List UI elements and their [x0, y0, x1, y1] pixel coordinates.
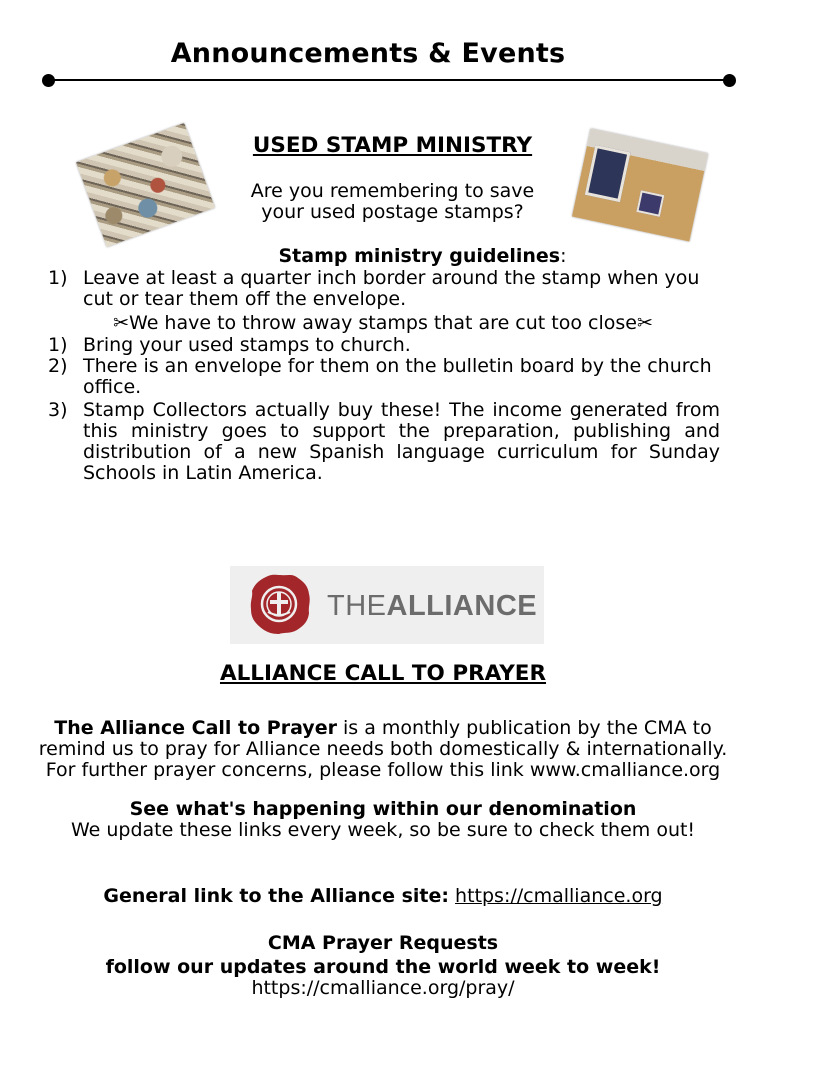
- call-to-prayer-heading: ALLIANCE CALL TO PRAYER: [219, 661, 547, 686]
- list-text: Leave at least a quarter inch border around the stamp when you cut or tear them off the envelope.: [83, 267, 700, 310]
- general-link-label: General link to the Alliance site:: [103, 885, 449, 907]
- denomination-heading: See what's happening within our denomination: [129, 798, 637, 820]
- list-number: 1): [48, 267, 68, 289]
- page-title: Announcements & Events: [170, 38, 566, 69]
- stamped-envelopes-photo: [572, 129, 708, 242]
- prayer-paragraph-line: [0, 718, 766, 739]
- alliance-site-link[interactable]: https://cmalliance.org: [455, 885, 663, 907]
- stamp-question: [230, 181, 555, 223]
- guidelines-heading-text: Stamp ministry guidelines: [278, 245, 561, 267]
- list-item: [48, 335, 718, 357]
- wordmark-prefix: THE: [327, 590, 387, 622]
- list-number: 1): [48, 334, 68, 356]
- question-line: Are you remembering to save: [250, 180, 535, 202]
- prayer-text: is a monthly publication by the CMA to: [336, 717, 712, 739]
- guidelines-colon: :: [560, 245, 567, 267]
- cma-prayer-link[interactable]: https://cmalliance.org/pray/: [251, 977, 515, 999]
- divider-right-dot: [723, 74, 736, 87]
- list-number: 2): [48, 355, 68, 377]
- publication-name: The Alliance Call to Prayer: [54, 717, 337, 739]
- cma-prayer-heading: CMA Prayer Requests: [267, 932, 499, 954]
- list-item: [48, 356, 718, 400]
- denomination-text: We update these links every week, so be sure to check them out!: [70, 819, 696, 841]
- list-text: Stamp Collectors actually buy these! The income generated from this ministry goes to support the preparation, publishing and distribution of a new Spanish language curriculum for Sunday Schools in Latin America.: [83, 399, 720, 484]
- wordmark-main: ALLIANCE: [386, 590, 538, 622]
- alliance-wordmark: [327, 590, 537, 623]
- guidelines-heading: [240, 246, 605, 267]
- title-divider: [48, 79, 730, 81]
- prayer-paragraph-line: remind us to pray for Alliance needs both domestically & internationally.: [38, 738, 728, 760]
- stamp-image: [636, 190, 664, 217]
- cma-prayer-subheading: follow our updates around the world week to week!: [105, 956, 661, 978]
- list-number: 3): [48, 399, 68, 421]
- question-line: your used postage stamps?: [261, 201, 524, 223]
- cut-warning-note: ✂We have to throw away stamps that are cut too close✂: [113, 312, 653, 334]
- stamps-pile-photo: [76, 123, 215, 247]
- prayer-paragraph-line: For further prayer concerns, please follow this link www.cmalliance.org: [45, 759, 721, 781]
- list-item: [48, 268, 718, 312]
- list-text: There is an envelope for them on the bulletin board by the church office.: [83, 355, 712, 398]
- alliance-seal-icon: [248, 572, 312, 636]
- list-item: [48, 400, 720, 488]
- stamp-ministry-heading: USED STAMP MINISTRY: [252, 133, 533, 158]
- stamp-image: [585, 145, 631, 202]
- general-link-line: [0, 886, 766, 907]
- list-text: Bring your used stamps to church.: [83, 334, 411, 356]
- alliance-logo: [230, 566, 544, 644]
